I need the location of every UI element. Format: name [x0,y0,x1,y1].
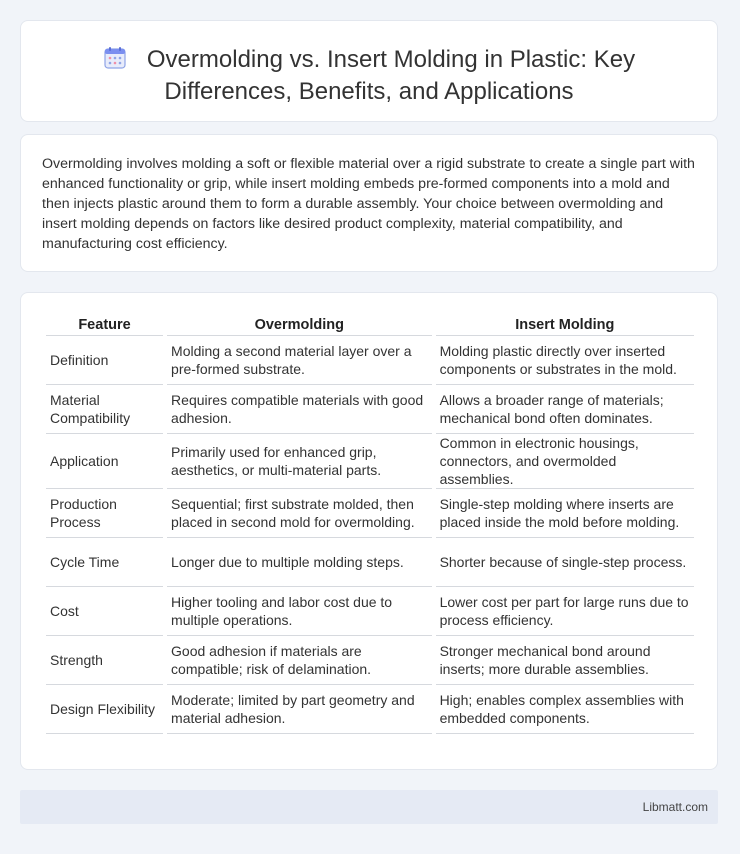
feature-cell: Cycle Time [46,538,163,587]
overmolding-cell: Primarily used for enhanced grip, aesthetics, or multi-material parts. [167,434,432,489]
intro-paragraph: Overmolding involves molding a soft or flexible material over a rigid substrate to create a single part with enhanced functionality or grip, while insert molding embeds pre-formed components into a mold and then injects plastic around them to form a durable assembly. Your choice between overmolding and insert molding depends on factors like desired product complexity, material compatibility, and manufacturing cost efficiency. [42,156,695,252]
overmolding-cell: Sequential; first substrate molded, then placed in second mold for overmolding. [167,489,432,538]
comparison-table [42,315,698,734]
header-feature: Feature [46,315,163,336]
feature-cell: Design Flexibility [46,685,163,734]
feature-cell: Material Compatibility [46,385,163,434]
table-row [46,434,694,489]
overmolding-cell: Higher tooling and labor cost due to multiple operations. [167,587,432,636]
feature-cell: Cost [46,587,163,636]
page-title [21,45,717,106]
overmolding-cell: Molding a second material layer over a pre-formed substrate. [167,336,432,385]
insert-molding-cell: High; enables complex assemblies with embedded components. [436,685,694,734]
feature-cell: Application [46,434,163,489]
calendar-icon [103,46,127,77]
table-row [46,385,694,434]
title-line-2: Differences, Benefits, and Applications [164,78,574,105]
table-row [46,336,694,385]
insert-molding-cell: Allows a broader range of materials; mechanical bond often dominates. [436,385,694,434]
table-row [46,636,694,685]
footer-bar [20,790,718,824]
insert-molding-cell: Shorter because of single-step process. [436,538,694,587]
insert-molding-cell: Single-step molding where inserts are placed inside the mold before molding. [436,489,694,538]
intro-card [20,134,718,272]
comparison-table-card [20,292,718,770]
overmolding-cell: Longer due to multiple molding steps. [167,538,432,587]
header-insert-molding: Insert Molding [436,315,694,336]
feature-cell: Production Process [46,489,163,538]
title-card [20,20,718,122]
footer-brand-link[interactable]: Libmatt.com [642,800,708,814]
overmolding-cell: Requires compatible materials with good adhesion. [167,385,432,434]
feature-cell: Definition [46,336,163,385]
table-row [46,685,694,734]
overmolding-cell: Good adhesion if materials are compatible; risk of delamination. [167,636,432,685]
insert-molding-cell: Molding plastic directly over inserted components or substrates in the mold. [436,336,694,385]
table-row [46,538,694,587]
table-row [46,587,694,636]
insert-molding-cell: Stronger mechanical bond around inserts; more durable assemblies. [436,636,694,685]
insert-molding-cell: Lower cost per part for large runs due to process efficiency. [436,587,694,636]
feature-cell: Strength [46,636,163,685]
table-row [46,489,694,538]
header-overmolding: Overmolding [167,315,432,336]
insert-molding-cell: Common in electronic housings, connectors, and overmolded assemblies. [436,434,694,489]
table-header-row [46,315,694,336]
title-line-1: Overmolding vs. Insert Molding in Plastic: Key [146,46,636,73]
overmolding-cell: Moderate; limited by part geometry and material adhesion. [167,685,432,734]
